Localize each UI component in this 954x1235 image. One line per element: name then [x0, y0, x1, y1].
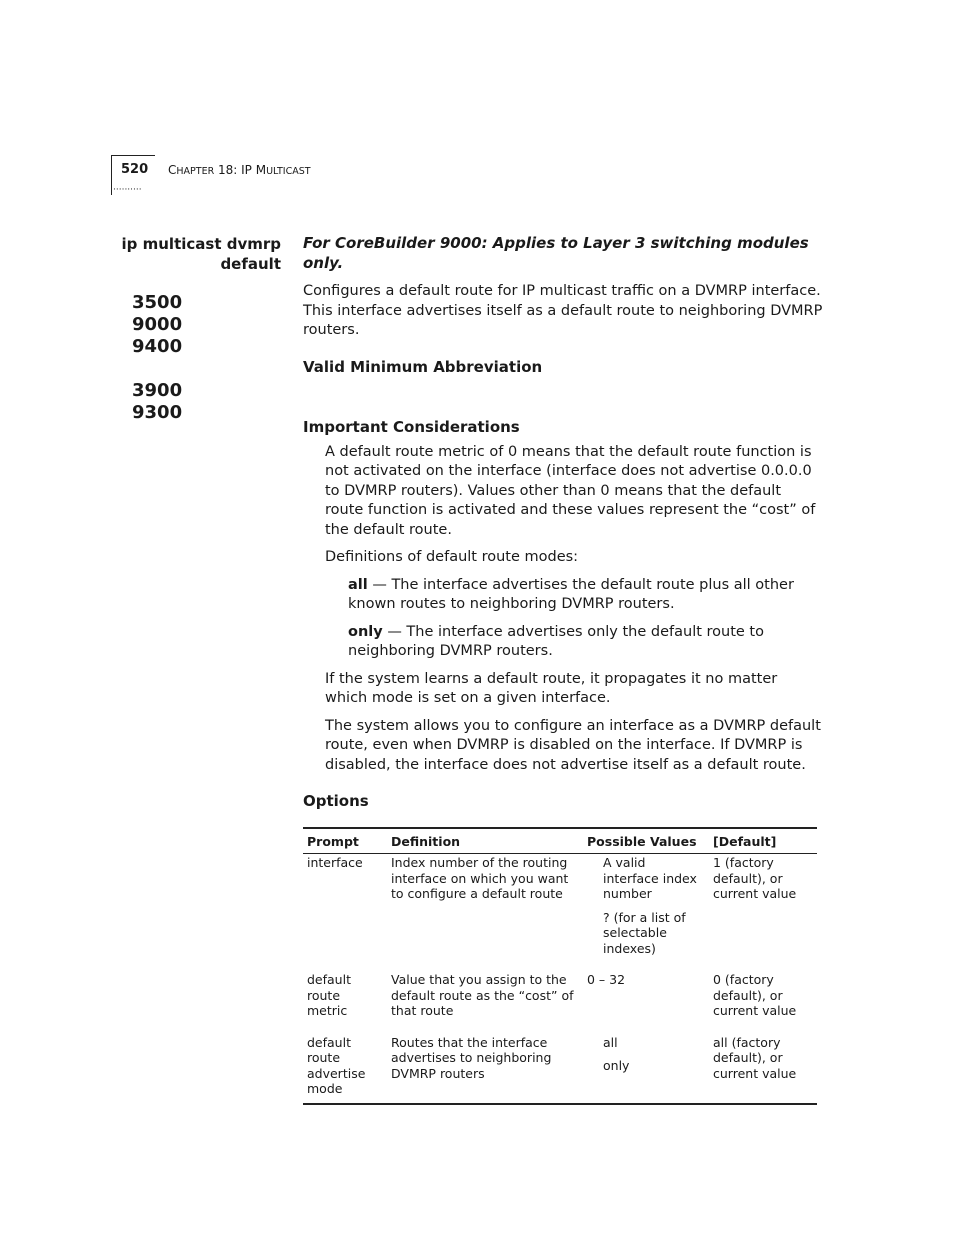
- possible-value: ? (for a list of selectable indexes): [603, 909, 686, 956]
- mode-all-definition: all — The interface advertises the default route plus all other known routes to neighboring DVMRP routers.: [348, 576, 794, 612]
- cell-definition: Value that you assign to the default route as the “cost” of that route: [391, 972, 574, 1018]
- possible-value: only: [603, 1058, 630, 1073]
- header-rule-horizontal: [111, 155, 155, 156]
- cell-possible-values: [583, 854, 709, 965]
- platform-9300: 9300: [132, 402, 183, 423]
- mode-only-definition: only — The interface advertises only the default route to neighboring DVMRP routers.: [348, 623, 764, 659]
- possible-value: 0 – 32: [587, 972, 626, 987]
- column-header-prompt: Prompt: [303, 828, 387, 854]
- platform-9000: 9000: [132, 314, 183, 335]
- page-number: 520: [121, 162, 149, 177]
- mode-only-term: only: [348, 623, 383, 640]
- possible-value: all: [603, 1034, 618, 1050]
- cell-possible-values: [583, 964, 709, 1027]
- valid-min-abbrev-heading: Valid Minimum Abbreviation: [303, 357, 543, 376]
- mode-all-term: all: [348, 576, 368, 593]
- cell-possible-values: [583, 1027, 709, 1104]
- possible-value: A valid interface index number: [603, 855, 697, 901]
- consideration-modes-intro: Definitions of default route modes:: [325, 549, 579, 565]
- column-header-default: [Default]: [709, 828, 817, 854]
- platform-list: [132, 292, 182, 424]
- cell-definition: Routes that the interface advertises to neighboring DVMRP routers: [387, 1027, 583, 1104]
- table-row: [303, 854, 817, 965]
- cell-prompt: default route metric: [307, 972, 351, 1018]
- platform-9400: 9400: [132, 336, 183, 357]
- platform-3900: 3900: [132, 380, 183, 401]
- header-dot-ornament: ··········: [113, 185, 142, 195]
- main-content: [303, 234, 823, 1105]
- chapter-title: CHAPTER 18: IP MULTICAST: [168, 163, 311, 177]
- applies-note: For CoreBuilder 9000: Applies to Layer 3 switching modules only.: [303, 234, 809, 272]
- options-heading: Options: [303, 792, 369, 810]
- table-header-row: [303, 828, 817, 854]
- column-header-possible-values: Possible Values: [583, 828, 709, 854]
- column-header-definition: Definition: [387, 828, 583, 854]
- important-considerations-heading: Important Considerations: [303, 418, 520, 436]
- table-row: [303, 964, 817, 1027]
- cell-default: all (factory default), or current value: [709, 1027, 817, 1104]
- cell-default: 0 (factory default), or current value: [713, 972, 797, 1018]
- table-row: [303, 1027, 817, 1104]
- options-table: [303, 827, 817, 1105]
- cell-default: 1 (factory default), or current value: [713, 855, 797, 901]
- consideration-metric: A default route metric of 0 means that the default route function is not activated on the interface (interface does not advertise 0.0.0.0 to DVMRP routers). Values other than 0 means that the default route function is activated and these values represent the “cost” of the default route.: [325, 443, 816, 538]
- command-name-line-1: ip multicast dvmrp: [121, 235, 281, 253]
- cell-prompt: default route advertise mode: [303, 1027, 387, 1104]
- command-name: [122, 234, 281, 274]
- cell-definition: Index number of the routing interface on which you want to configure a default route: [391, 855, 569, 901]
- consideration-propagation: If the system learns a default route, it propagates it no matter which mode is set on a given interface.: [325, 670, 778, 706]
- platform-3500: 3500: [132, 292, 183, 313]
- command-name-line-2: default: [220, 255, 281, 273]
- header-rule-vertical: [111, 155, 112, 195]
- consideration-disabled: The system allows you to configure an interface as a DVMRP default route, even when DVMRP is disabled on the interface. If DVMRP is disabled, the interface does not advertise itself as a default route.: [325, 717, 821, 773]
- cell-prompt: interface: [307, 855, 363, 870]
- command-description: Configures a default route for IP multicast traffic on a DVMRP interface. This interface advertises itself as a default route to neighboring DVMRP routers.: [303, 283, 823, 338]
